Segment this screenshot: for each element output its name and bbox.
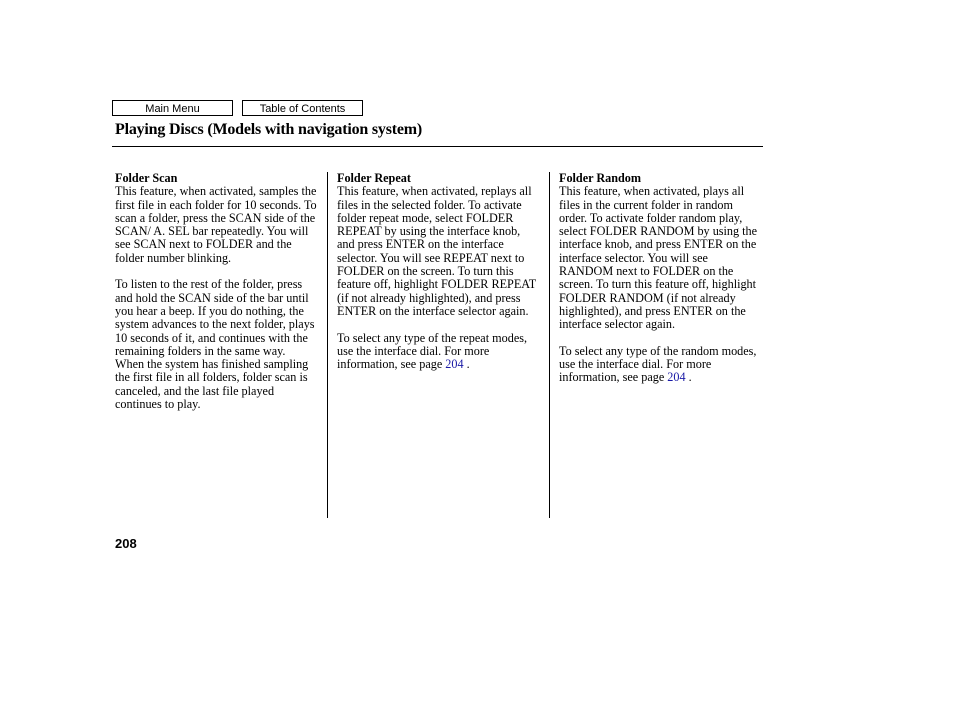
folder-random-paragraph-1: This feature, when activated, plays all files in the current folder in random order. To activate folder random play, select FOLDER RANDOM by using the interface knob, and press ENTER on the interface selector. You will see RANDOM next to FOLDER on the screen. To turn this feature off, highlight FOLDER RANDOM (if not already highlighted), and press ENTER on the interface selector again.: [559, 184, 758, 332]
folder-repeat-paragraph-2-text: To select any type of the repeat modes, use the interface dial. For more information, see page: [337, 330, 528, 372]
column-divider-1: [327, 172, 328, 518]
folder-repeat-paragraph-2: [337, 332, 539, 372]
folder-repeat-paragraph-1: This feature, when activated, replays all files in the selected folder. To activate folder repeat mode, select FOLDER REPEAT by using the interface knob, and press ENTER on the interface selector. You will see REPEAT next to FOLDER on the screen. To turn this feature off, highlight FOLDER REPEAT (if not already highlighted), and press ENTER on the interface selector again.: [337, 184, 536, 318]
folder-scan-heading: Folder Scan: [115, 171, 178, 185]
title-divider: [112, 146, 763, 147]
folder-random-paragraph-2: [559, 345, 764, 385]
folder-random-heading: Folder Random: [559, 171, 642, 185]
folder-random-paragraph-2-end: .: [685, 370, 692, 385]
folder-random-paragraph-2-text: To select any type of the random modes, use the interface dial. For more information, see page: [559, 343, 757, 385]
page-title: Playing Discs (Models with navigation system): [115, 121, 423, 138]
folder-scan-paragraph-2: To listen to the rest of the folder, press and hold the SCAN side of the bar until you hear a beep. If you do nothing, the system advances to the next folder, plays 10 seconds of it, and continues with the remaining folders in the same way. When the system has finished sampling the first file in all folders, folder scan is canceled, and the last file played continues to play.: [115, 277, 315, 412]
folder-scan-section: [115, 172, 317, 425]
folder-repeat-heading: Folder Repeat: [337, 171, 411, 185]
folder-repeat-section: [337, 172, 539, 385]
table-of-contents-button[interactable]: Table of Contents: [242, 100, 363, 116]
folder-repeat-paragraph-2-end: .: [463, 357, 470, 372]
page-204-link-random[interactable]: 204: [667, 370, 686, 385]
page-number: 208: [115, 536, 137, 551]
page-204-link-repeat[interactable]: 204: [445, 357, 464, 372]
main-menu-button[interactable]: Main Menu: [112, 100, 233, 116]
folder-random-section: [559, 172, 764, 398]
folder-scan-paragraph-1: This feature, when activated, samples the first file in each folder for 10 seconds. To scan a folder, press the SCAN side of the SCAN/ A. SEL bar repeatedly. You will see SCAN next to FOLDER and the folder number blinking.: [115, 184, 317, 265]
column-divider-2: [549, 172, 550, 518]
